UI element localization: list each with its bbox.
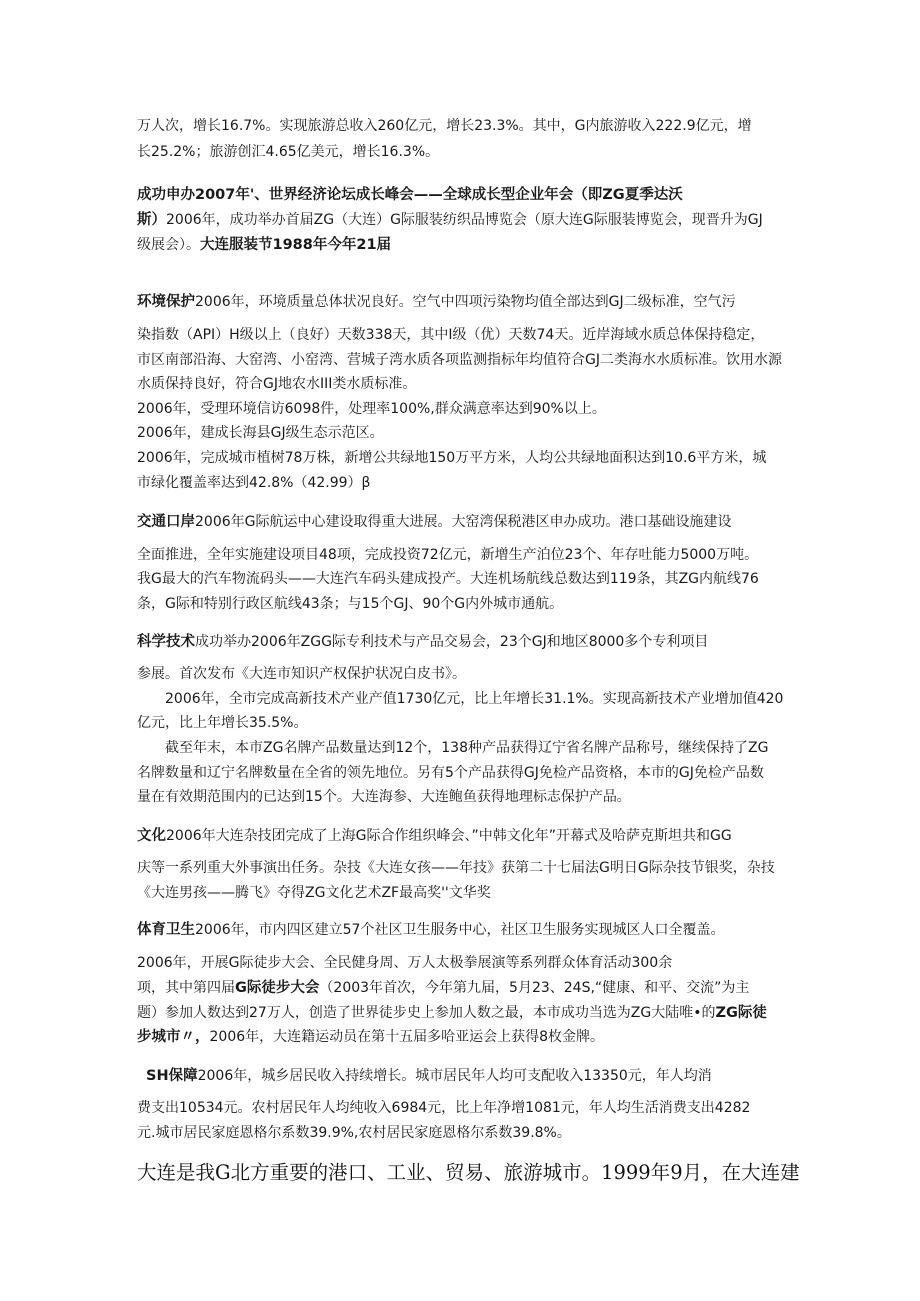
text-span: 成功举办2006年ZGG际专利技术与产品交易会，23个GJ和地区8000多个专利项目 (195, 634, 709, 650)
emphasis-text: 步城市〃， (137, 1029, 210, 1045)
text-span: 2006年，市内四区建立57个社区卫生服务中心，社区卫生服务实现城区人口全覆盖。 (195, 922, 725, 938)
text-line (137, 1025, 787, 1049)
emphasis-text: 大连服装节1988年今年21届 (200, 237, 392, 253)
text-span: 2006年，环境质量总体状况良好。空气中四项污染物均值全部达到GJ二级标准，空气污 (195, 294, 736, 310)
text-span: （2003年首次，今年第九届，5月23、24S,“健康、和平、交流”为主 (319, 980, 750, 996)
text-line: 参展。首次发布《大连市知识产权保护状况白皮书》。 (137, 666, 466, 682)
text-line (137, 1001, 787, 1025)
section-heading: 交通口岸 (137, 514, 195, 530)
text-line (137, 630, 787, 654)
text-span: 级展会）。 (137, 237, 200, 253)
text-line (137, 918, 787, 942)
text-line: 元.城市居民家庭恩格尔系数39.9%,农村居民家庭恩格尔系数39.8%。 (137, 1125, 571, 1141)
text-span: 2006年大连杂技团完成了上海G际合作组织峰会、”中韩文化年”开幕式及哈萨克斯坦共和GG (166, 828, 732, 844)
text-span: 2006年，城乡居民收入持续增长。城市居民年人均可支配收入13350元，年人均消 (197, 1068, 712, 1084)
text-line: 市绿化覆盖率达到42.8%（42.99）β (137, 475, 371, 491)
text-line: 染指数（API）H级以上（良好）天数338天，其中I级（优）天数74天。近岸海域水质总体保持稳定， (137, 327, 765, 343)
text-line: 长25.2%；旅游创汇4.65亿美元，增长16.3%。 (137, 144, 440, 160)
text-line: 2006年，开展G际徒步大会、全民健身周、万人太极拳展演等系列群众体育活动300余 (137, 955, 673, 971)
text-line: 水质保持良好，符合GJ地农水III类水质标准。 (137, 376, 417, 392)
text-line: 2006年，全市完成高新技术产业产值1730亿元，比上年增长31.1%。实现高新技术产业增加值420 (165, 691, 784, 707)
closing-paragraph: 大连是我G北方重要的港口、工业、贸易、旅游城市。1999年9月，在大连建 (137, 1161, 800, 1184)
text-line: 庆等一系列重大外事演出任务。杂技《大连女孩——年技》获第二十七届法G明日G际杂技节银奖，杂技 (137, 860, 775, 876)
text-line: 2006年，受理环境信访6098件，处理率100%,群众满意率达到90%以上。 (137, 401, 606, 417)
section-heading: 斯） (137, 212, 166, 228)
text-line: 亿元，比上年增长35.5%。 (137, 715, 308, 731)
text-line: 我G最大的汽车物流码头——大连汽车码头建成投产。大连机场航线总数达到119条，其ZG内航线76 (137, 571, 759, 587)
text-line: 费支出10534元。农村居民年人均纯收入6984元，比上年净增1081元，年人均生活消费支出4282 (137, 1100, 751, 1116)
text-span: 2006年，成功举办首届ZG（大连）G际服装纺织品博览会（原大连G际服装博览会，现晋升为GJ (166, 212, 763, 228)
text-line (137, 233, 787, 257)
text-line (137, 510, 787, 534)
text-line: 条，G际和特别行政区航线43条；与15个GJ、90个G内外城市通航。 (137, 596, 564, 612)
text-span: 项，其中第四届 (137, 980, 235, 996)
text-line: 市区南部沿海、大窑湾、小窑湾、营城子湾水质各项监测指标年均值符合GJ二类海水水质标准。饮用水源 (137, 352, 782, 368)
text-line: 名牌数量和辽宁名牌数量在全省的领先地位。另有5个产品获得GJ免检产品资格，本市的GJ免检产品数 (137, 765, 764, 781)
text-span: 题）参加人数达到27万人，创造了世界徒步史上参加人数之最，本市成功当选为ZG大陆唯•的 (137, 1005, 716, 1021)
text-line: 全面推进，全年实施建设项目48项，完成投资72亿元，新增生产泊位23个、年存吐能力5000万吨。 (137, 547, 759, 563)
text-line (137, 290, 787, 314)
emphasis-text: ZG际徒 (715, 1005, 767, 1021)
text-line (146, 1064, 796, 1088)
text-line (137, 976, 787, 1000)
text-line: 万人次，增长16.7%。实现旅游总收入260亿元，增长23.3%。其中，G内旅游收入222.9亿元，增 (137, 118, 752, 134)
section-heading: 成功申办2007年'、世界经济论坛成长峰会——全球成长型企业年会（即ZG夏季达沃 (137, 187, 683, 203)
text-span: 2006年，大连籍运动员在第十五届多哈亚运会上获得8枚金牌。 (209, 1029, 605, 1045)
text-span: 2006年G际航运中心建设取得重大进展。大窑湾保税港区申办成功。港口基础设施建设 (195, 514, 732, 530)
text-line: 《大连男孩——腾飞》夺得ZG文化艺术ZF最高奖''文华奖 (137, 885, 491, 901)
text-line (137, 208, 787, 232)
text-line: 2006年，建成长海县GJ级生态示范区。 (137, 425, 384, 441)
emphasis-text: G际徒步大会 (235, 980, 320, 996)
section-heading: 体育卫生 (137, 922, 195, 938)
text-line: 2006年，完成城市植树78万株，新增公共绿地150万平方米，人均公共绿地面积达到10.6平方米，城 (137, 450, 767, 466)
text-line: 截至年末，本市ZG名牌产品数量达到12个，138种产品获得辽宁省名牌产品称号，继续保持了ZG (165, 740, 769, 756)
text-line (137, 824, 787, 848)
section-heading: 文化 (137, 828, 166, 844)
section-heading: 环境保护 (137, 294, 195, 310)
text-line: 量在有效期范围内的已达到15个。大连海参、大连鲍鱼获得地理标志保护产品。 (137, 789, 631, 805)
section-heading: SH保障 (146, 1068, 198, 1084)
section-heading: 科学技术 (137, 634, 195, 650)
